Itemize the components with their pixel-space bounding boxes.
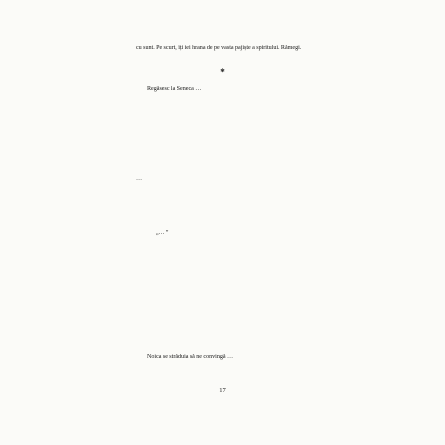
main-paragraph-1: Regăsesc la Seneca … xyxy=(147,86,202,92)
main-paragraph-2: … xyxy=(136,176,143,182)
top-paragraph: cu sunt. Pe scurt, îți iei hrana de pe vasta pajiște a spiritului. Rămegi. xyxy=(136,45,302,51)
closing-paragraph-block xyxy=(136,354,323,384)
top-paragraph-block xyxy=(136,45,323,65)
block-quote xyxy=(145,230,323,348)
closing-paragraph: Noica se străduia să ne convingă … xyxy=(147,354,234,360)
main-paragraph-block-1 xyxy=(136,86,323,174)
block-quote-text: „… ” xyxy=(156,230,169,236)
main-paragraph-block-2 xyxy=(136,176,323,224)
asterisk-separator: * xyxy=(220,67,225,77)
page-number: 17 xyxy=(219,387,226,394)
